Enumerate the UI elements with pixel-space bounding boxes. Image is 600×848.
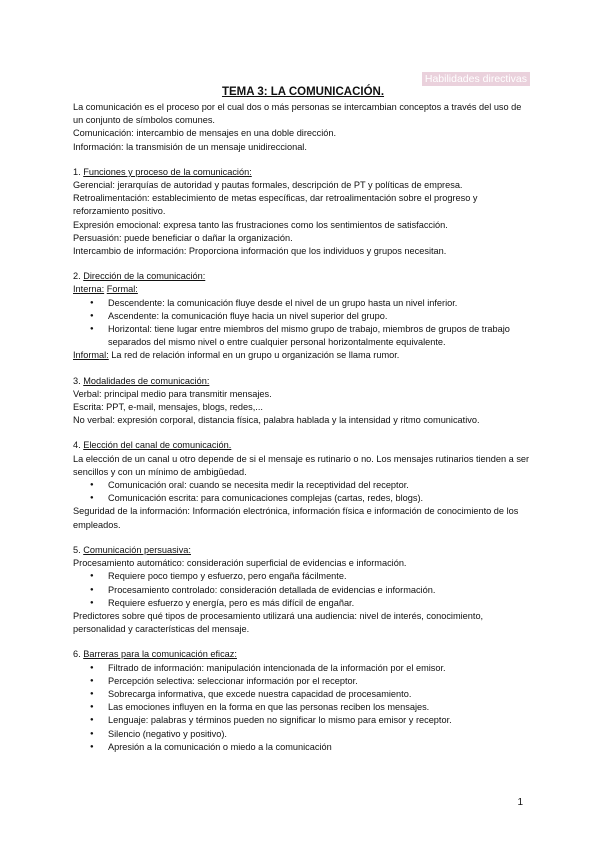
list-item: ● Requiere esfuerzo y energía, pero es más difícil de engañar. [73, 597, 533, 610]
section-line: Gerencial: jerarquías de autoridad y pautas formales, descripción de PT y políticas de empresa. [73, 180, 463, 191]
list-item: ● Comunicación escrita: para comunicaciones complejas (cartas, redes, blogs). [73, 492, 533, 505]
section-heading: 6. Barreras para la comunicación eficaz: [73, 649, 237, 660]
section-line: Persuasión: puede beneficiar o dañar la organización. [73, 232, 293, 243]
section-line: Verbal: principal medio para transmitir mensajes. [73, 388, 272, 399]
list-item: ● Ascendente: la comunicación fluye hacia un nivel superior del grupo. [73, 310, 533, 323]
list-item: ● Sobrecarga informativa, que excede nuestra capacidad de procesamiento. [73, 688, 533, 701]
list-item: ● Descendente: la comunicación fluye desde el nivel de un grupo hasta un nivel inferior. [73, 297, 533, 310]
page-number: 1 [517, 797, 523, 808]
list-item: ● Las emociones influyen en la forma en que las personas reciben los mensajes. [73, 701, 533, 714]
section-line: No verbal: expresión corporal, distancia física, palabra hablada y la intensidad y ritmo comunicativo. [73, 415, 480, 426]
section-line: Predictores sobre qué tipos de procesamiento utilizará una audiencia: nivel de interés, conocimiento, personalidad y características del mensaje. [73, 610, 484, 635]
section-line: Retroalimentación: establecimiento de metas específicas, dar retroalimentación sobre el progreso y reforzamiento positivo. [73, 193, 478, 217]
list-item: ● Comunicación oral: cuando se necesita medir la receptividad del receptor. [73, 479, 533, 492]
section-line: Escrita: PPT, e-mail, mensajes, blogs, redes,... [73, 402, 263, 413]
section-canal [73, 439, 533, 531]
section-line: Seguridad de la información: Información electrónica, información física e información de conocimiento de los empleados. [73, 506, 519, 530]
subheading-interna-formal: Interna: Formal: [73, 284, 138, 295]
section-barreras [73, 648, 533, 754]
section-modalidades [73, 375, 533, 428]
course-tag: Habilidades directivas [422, 72, 530, 86]
section-heading: 1. Funciones y proceso de la comunicación: [73, 166, 252, 177]
intro-paragraph: La comunicación es el proceso por el cual dos o más personas se intercambian conceptos a través del uso de un conjunto de símbolos comunes. [73, 102, 522, 126]
document-page [73, 72, 533, 754]
section-funciones [73, 166, 533, 258]
list-item: ● Horizontal: tiene lugar entre miembros del mismo grupo de trabajo, miembros de grupos de trabajo separados del mismo nivel o entre cualquier personal horizontalmente equivalente. [73, 323, 533, 349]
section-heading: 4. Elección del canal de comunicación. [73, 440, 232, 451]
section-direccion [73, 270, 533, 362]
list-item: ● Filtrado de información: manipulación intencionada de la información por el emisor. [73, 662, 533, 675]
section-line: La elección de un canal u otro depende de si el mensaje es rutinario o no. Los mensajes rutinarios tienden a ser sencillos y con un mínimo de ambigüedad. [73, 453, 530, 477]
section-heading: 2. Dirección de la comunicación: [73, 271, 206, 282]
page-title: TEMA 3: LA COMUNICACIÓN. [221, 86, 385, 98]
section-heading: 5. Comunicación persuasiva: [73, 544, 191, 555]
intro-section [73, 101, 533, 154]
bullet-list [73, 479, 533, 505]
list-item: ● Procesamiento controlado: consideración detallada de evidencias e información. [73, 584, 533, 597]
bullet-list [73, 662, 533, 754]
list-item: ● Requiere poco tiempo y esfuerzo, pero engaña fácilmente. [73, 570, 533, 583]
bullet-list [73, 297, 533, 350]
bullet-list [73, 570, 533, 610]
list-item: ● Silencio (negativo y positivo). [73, 728, 533, 741]
intro-paragraph: Comunicación: intercambio de mensajes en una doble dirección. [73, 128, 337, 139]
intro-paragraph: Información: la transmisión de un mensaje unidireccional. [73, 141, 307, 152]
informal-line: Informal: La red de relación informal en un grupo u organización se llama rumor. [73, 350, 400, 361]
section-line: Procesamiento automático: consideración superficial de evidencias e información. [73, 558, 407, 569]
section-heading: 3. Modalidades de comunicación: [73, 375, 210, 386]
section-line: Intercambio de información: Proporciona información que los individuos y grupos necesitan. [73, 246, 447, 257]
section-persuasiva [73, 544, 533, 636]
section-line: Expresión emocional: expresa tanto las frustraciones como los sentimientos de satisfacción. [73, 219, 448, 230]
list-item: ● Percepción selectiva: seleccionar información por el receptor. [73, 675, 533, 688]
list-item: ● Apresión a la comunicación o miedo a la comunicación [73, 741, 533, 754]
list-item: ● Lenguaje: palabras y términos pueden no significar lo mismo para emisor y receptor. [73, 714, 533, 727]
